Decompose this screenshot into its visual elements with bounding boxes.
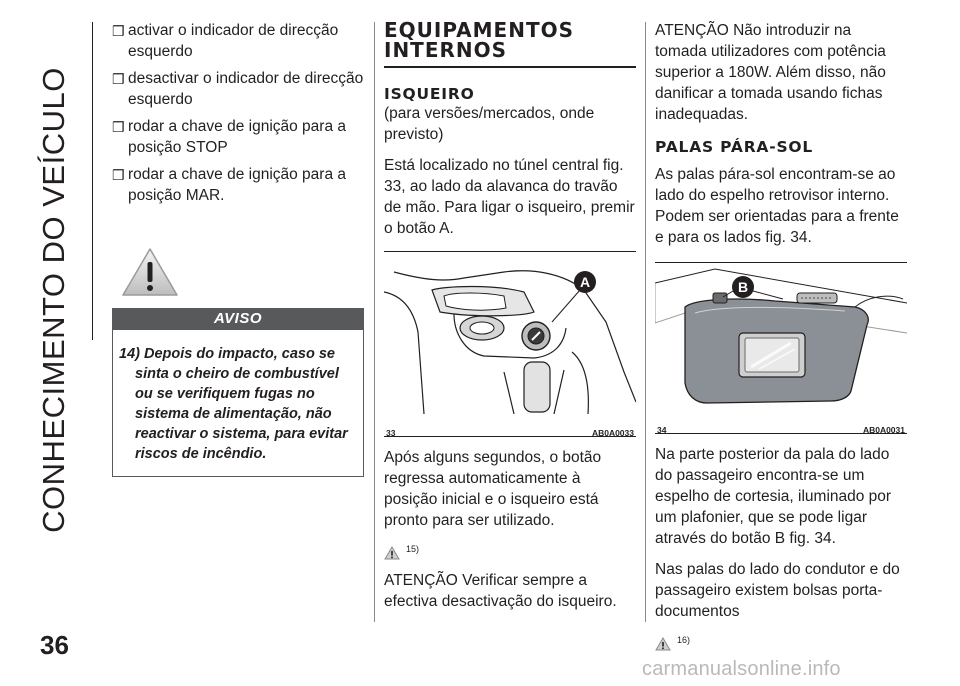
paragraph: Nas palas do lado do condutor e do passageiro existem bolsas porta-documentos [655, 561, 900, 620]
figure-number: 34 [657, 425, 667, 435]
figure-33 [384, 251, 636, 437]
paragraph: Está localizado no túnel central fig. 33, ao lado da alavanca do travão de mão. Para ligar o isqueiro, premir o botão A. [384, 157, 635, 237]
paragraph: As palas pára-sol encontram-se ao lado do espelho retrovisor interno. Podem ser orientadas para a frente e para os lados fig. 34. [655, 166, 899, 246]
figure-caption [384, 420, 636, 436]
warning-panel [112, 246, 364, 477]
checkbox-bullet-icon: ❒ [112, 71, 125, 87]
side-divider [92, 22, 93, 340]
checkbox-bullet-icon: ❒ [112, 23, 125, 39]
checkbox-bullet-icon: ❒ [112, 167, 125, 183]
step-list [112, 20, 364, 206]
list-item: ❒ desactivar o indicador de direcção esquerdo [112, 70, 364, 108]
checkbox-bullet-icon: ❒ [112, 119, 125, 135]
heading-rule [384, 66, 636, 68]
list-item: ❒ rodar a chave de ignição para a posição STOP [112, 118, 347, 156]
figure-caption [655, 417, 907, 433]
column-2 [384, 20, 636, 622]
warning-body [112, 330, 364, 477]
callout-a-label: A [579, 274, 591, 290]
sun-visor-illustration [655, 263, 907, 411]
column-3 [655, 20, 907, 661]
subheading: PALAS PÁRA-SOL [655, 138, 814, 156]
paragraph: ATENÇÃO Não introduzir na tomada utilizadores com potência superior a 180W. Além disso, não danificar a tomada usando fichas inadequadas. [655, 22, 886, 123]
small-warning-icon [384, 546, 400, 560]
figure-code: AB0A0033 [591, 428, 634, 438]
figure-number: 33 [386, 428, 396, 438]
paragraph: Após alguns segundos, o botão regressa automaticamente à posição inicial e o isqueiro está pronto para ser utilizado. [384, 449, 602, 529]
column-divider [645, 22, 646, 622]
column-1 [112, 20, 364, 477]
paragraph: Na parte posterior da pala do lado do passageiro encontra-se um espelho de cortesia, iluminado por um plafonier, que se pode ligar através do botão B fig. 34. [655, 446, 892, 547]
subheading-note: (para versões/mercados, onde previsto) [384, 105, 595, 143]
page-number: 36 [40, 630, 69, 660]
list-item: ❒ rodar a chave de ignição para a posição MAR. [112, 166, 347, 204]
paragraph: ATENÇÃO Verificar sempre a efectiva desactivação do isqueiro. [384, 572, 617, 610]
figure-code: AB0A0031 [862, 425, 905, 435]
small-warning-icon [655, 637, 671, 651]
warning-note-ref: 16) [655, 630, 907, 651]
section-heading: EQUIPAMENTOS INTERNOS [384, 18, 574, 62]
warning-triangle-icon [120, 246, 180, 298]
section-side-title: CONHECIMENTO DO VEÍCULO [36, 67, 71, 533]
cigar-lighter-illustration [384, 252, 636, 414]
column-divider [374, 22, 375, 622]
callout-b-label: B [737, 279, 749, 295]
list-item: ❒ activar o indicador de direcção esquerdo [112, 22, 339, 60]
figure-34 [655, 262, 907, 434]
subheading: ISQUEIRO [384, 85, 475, 103]
watermark: carmanualsonline.info [642, 658, 841, 680]
warning-title: AVISO [112, 308, 364, 330]
warning-note-ref: 15) [384, 539, 636, 560]
warning-text: 14) Depois do impacto, caso se sinta o cheiro de combustível ou se verifiquem fugas no sistema de alimentação, não reactivar o sistema, para evitar riscos de incêndio. [119, 346, 348, 462]
